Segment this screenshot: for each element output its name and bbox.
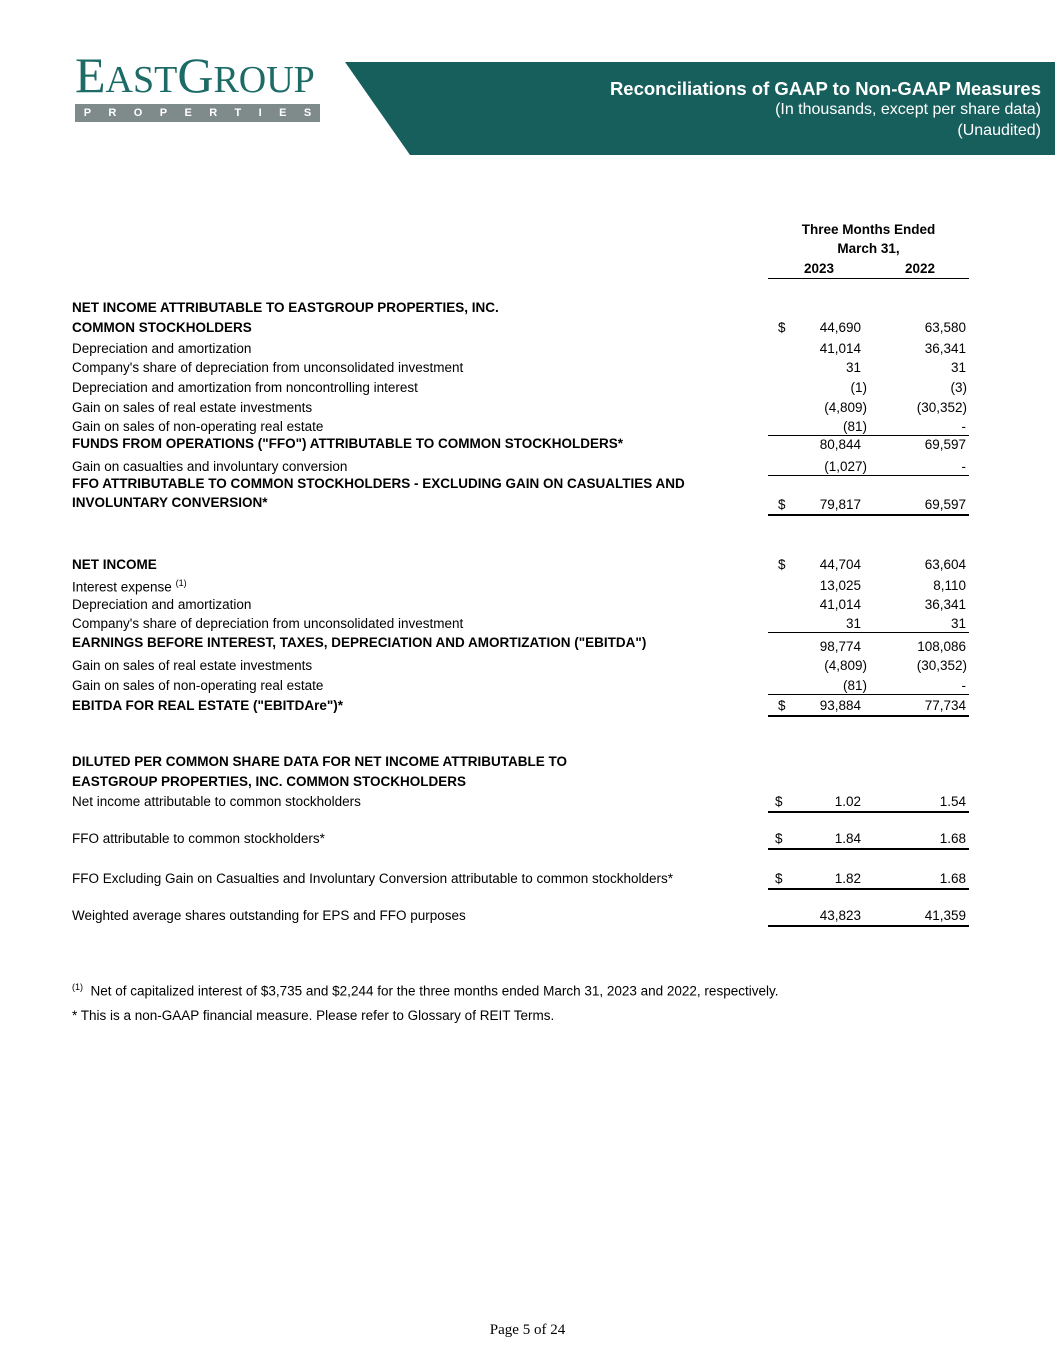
row-label: INVOLUNTARY CONVERSION* xyxy=(72,495,268,510)
banner-subtitle: (In thousands, except per share data) xyxy=(775,101,1041,118)
value-2022: 1.68 xyxy=(939,831,966,846)
footnote-1-text: Net of capitalized interest of $3,735 and $2,244 for the three months ended March 31, 2023 and 2022, respectively. xyxy=(90,983,779,999)
page-number: Page 5 of 24 xyxy=(489,1322,566,1338)
value-2023: 41,014 xyxy=(819,341,861,356)
row-label: EARNINGS BEFORE INTEREST, TAXES, DEPRECIATION AND AMORTIZATION ("EBITDA") xyxy=(72,635,647,650)
banner-note: (Unaudited) xyxy=(957,122,1041,139)
value-2023: 44,690 xyxy=(819,320,861,335)
value-2023: 31 xyxy=(845,616,861,631)
value-2022: - xyxy=(961,459,966,474)
total-rule xyxy=(768,925,969,927)
value-2023: 43,823 xyxy=(819,908,861,923)
row-label: Gain on sales of non-operating real estate xyxy=(72,419,324,434)
row-label: Gain on sales of real estate investments xyxy=(72,658,313,673)
value-2022: 108,086 xyxy=(917,639,966,654)
value-2022: 31 xyxy=(950,616,966,631)
footnote-marker: (1) xyxy=(72,982,83,992)
value-2022: 69,597 xyxy=(924,497,966,512)
value-2022: (30,352) xyxy=(916,400,967,415)
row-label: NET INCOME xyxy=(72,557,157,572)
row-label: Gain on casualties and involuntary conversion xyxy=(72,459,348,474)
footnote-1 xyxy=(72,982,778,999)
row-label: FFO ATTRIBUTABLE TO COMMON STOCKHOLDERS - EXCLUDING GAIN ON CASUALTIES AND xyxy=(72,476,685,491)
row-label: NET INCOME ATTRIBUTABLE TO EASTGROUP PROPERTIES, INC. xyxy=(72,300,499,315)
row-label: Gain on sales of non-operating real estate xyxy=(72,678,324,693)
total-rule xyxy=(768,811,969,813)
currency-sign: $ xyxy=(775,831,783,846)
value-2022: 1.68 xyxy=(939,871,966,886)
value-2023: (1) xyxy=(850,380,867,395)
currency-sign: $ xyxy=(775,871,783,886)
value-2022: - xyxy=(961,678,966,693)
header-rule xyxy=(768,278,969,279)
value-2023: 13,025 xyxy=(819,578,861,593)
row-label: Gain on sales of real estate investments xyxy=(72,400,313,415)
banner-title: Reconciliations of GAAP to Non-GAAP Measures xyxy=(609,78,1041,99)
total-rule xyxy=(768,888,969,890)
row-label: Depreciation and amortization xyxy=(72,597,252,612)
currency-sign: $ xyxy=(778,557,786,572)
value-2022: 31 xyxy=(950,360,966,375)
row-label: EBITDA FOR REAL ESTATE ("EBITDAre")* xyxy=(72,698,344,713)
row-label-text: Interest expense xyxy=(72,579,172,595)
column-header-2023: 2023 xyxy=(803,261,835,276)
header-banner xyxy=(345,62,1055,155)
value-2023: 1.02 xyxy=(834,794,861,809)
row-label: FUNDS FROM OPERATIONS ("FFO") ATTRIBUTABLE TO COMMON STOCKHOLDERS* xyxy=(72,436,624,451)
currency-sign: $ xyxy=(778,698,786,713)
value-2022: 63,604 xyxy=(924,557,966,572)
value-2023: (81) xyxy=(842,419,867,434)
row-label: Company's share of depreciation from unconsolidated investment xyxy=(72,616,464,631)
value-2023: (4,809) xyxy=(824,658,867,673)
value-2023: (81) xyxy=(842,678,867,693)
value-2023: (4,809) xyxy=(824,400,867,415)
value-2022: (3) xyxy=(950,380,967,395)
row-label: Depreciation and amortization xyxy=(72,341,252,356)
row-label: COMMON STOCKHOLDERS xyxy=(72,320,252,335)
value-2022: 36,341 xyxy=(924,597,966,612)
value-2023: 44,704 xyxy=(819,557,861,572)
total-rule xyxy=(768,514,969,516)
total-rule xyxy=(768,848,969,850)
value-2023: (1,027) xyxy=(824,459,867,474)
value-2022: 1.54 xyxy=(939,794,966,809)
value-2023: 41,014 xyxy=(819,597,861,612)
value-2022: 63,580 xyxy=(924,320,966,335)
currency-sign: $ xyxy=(775,794,783,809)
value-2023: 98,774 xyxy=(819,639,861,654)
row-label: Depreciation and amortization from noncontrolling interest xyxy=(72,380,418,395)
value-2023: 93,884 xyxy=(819,698,861,713)
value-2022: 77,734 xyxy=(924,698,966,713)
value-2023: 80,844 xyxy=(819,437,861,452)
row-label: Weighted average shares outstanding for EPS and FFO purposes xyxy=(72,908,466,923)
subtotal-rule xyxy=(768,694,969,695)
subtotal-rule xyxy=(768,475,969,476)
row-label: FFO Excluding Gain on Casualties and Involuntary Conversion attributable to common stockholders* xyxy=(72,871,674,886)
row-label xyxy=(72,578,187,595)
row-label: FFO attributable to common stockholders* xyxy=(72,831,325,846)
value-2022: - xyxy=(961,419,966,434)
value-2022: 8,110 xyxy=(933,578,966,593)
value-2022: 69,597 xyxy=(924,437,966,452)
column-header-2022: 2022 xyxy=(904,261,936,276)
logo-wordmark: EASTGROUP xyxy=(75,47,315,103)
value-2023: 1.82 xyxy=(834,871,861,886)
value-2022: 36,341 xyxy=(924,341,966,356)
row-label: Net income attributable to common stockholders xyxy=(72,794,361,809)
footnote-marker: (1) xyxy=(175,578,187,588)
value-2023: 79,817 xyxy=(819,497,861,512)
footnote-2: * This is a non-GAAP financial measure. Please refer to Glossary of REIT Terms. xyxy=(72,1008,555,1023)
period-header-line2: March 31, xyxy=(837,241,900,256)
row-label: DILUTED PER COMMON SHARE DATA FOR NET INCOME ATTRIBUTABLE TO xyxy=(72,754,567,769)
value-2022: 41,359 xyxy=(924,908,966,923)
row-label: EASTGROUP PROPERTIES, INC. COMMON STOCKHOLDERS xyxy=(72,774,467,789)
period-header-line1: Three Months Ended xyxy=(801,222,936,237)
total-rule xyxy=(768,715,969,717)
value-2022: (30,352) xyxy=(916,658,967,673)
logo-subtitle-bar: P R O P E R T I E S xyxy=(75,104,320,122)
value-2023: 1.84 xyxy=(834,831,861,846)
subtotal-rule xyxy=(768,632,969,633)
currency-sign: $ xyxy=(778,497,786,512)
currency-sign: $ xyxy=(778,320,786,335)
value-2023: 31 xyxy=(845,360,861,375)
row-label: Company's share of depreciation from unconsolidated investment xyxy=(72,360,464,375)
subtotal-rule xyxy=(768,435,969,436)
company-logo xyxy=(75,47,325,122)
